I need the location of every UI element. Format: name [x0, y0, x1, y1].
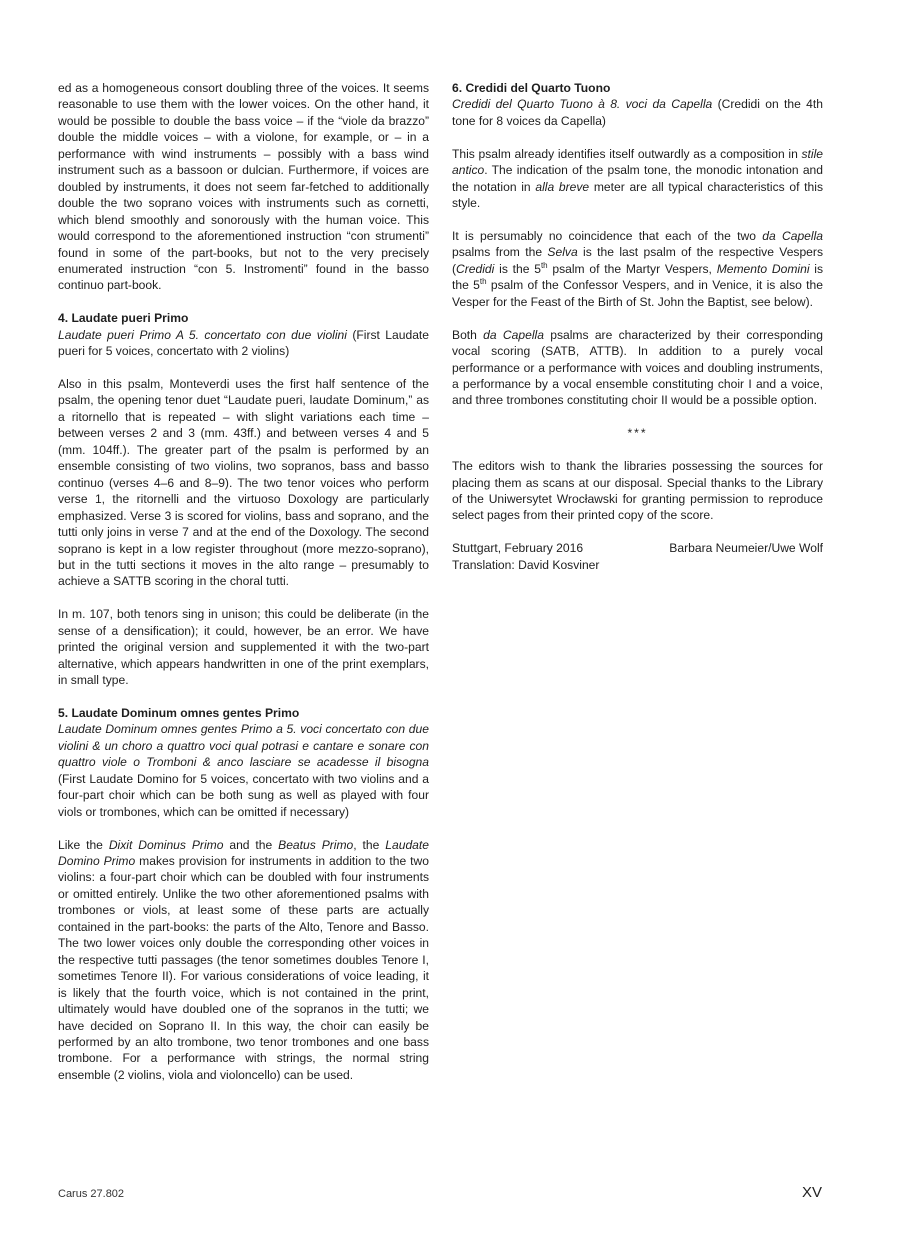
section-4-subtitle-italic: Laudate pueri Primo A 5. concertato con due violini [58, 327, 347, 342]
section-4-heading: 4. Laudate pueri Primo [58, 311, 189, 326]
place-date: Stuttgart, February 2016 [452, 541, 584, 556]
page-number: XV [801, 1184, 822, 1201]
section-5-paragraph-1: Like the Dixit Dominus Primo and the Beatus Primo, the Laudate Domino Primo makes provision for instruments in addition to the two violins: a four-part choir which can be doubled with four instruments or omitted entirely. Unlike the two other aforementioned psalms with trombones or viols, at least some of these parts are actually contained in the part-books: the parts of the Alto, Tenore and Basso. The two lower voices only double the corresponding other voices in the respective tutti passages (the tenor sometimes doubles Tenore I, sometimes Tenore II). For various considerations of voice leading, it is likely that the fourth voice, which is not contained in the print, ultimately would have doubled one of the sopranos in the tutti; we have decided on Soprano II. In this way, the choir can easily be performed by an alto trombone, two tenor trombones and one bass trombone. For a performance with strings, the normal string ensemble (2 violins, viola and violoncello) can be used. [58, 837, 429, 1082]
acknowledgements-paragraph: The editors wish to thank the libraries possessing the sources for placing them as scans at our disposal. Special thanks to the Library of the Uniwersytet Wrocławski for granting permission to reproduce select pages from their printed copy of the score. [452, 459, 823, 523]
signature-line [452, 540, 823, 556]
right-column [452, 80, 823, 573]
section-4-subtitle [58, 327, 429, 360]
section-4-paragraph-2: In m. 107, both tenors sing in unison; this could be deliberate (in the sense of a densification); it could, however, be an error. We have printed the original version and supplemented it with the two-part alternative, which appears handwritten in one of the print exemplars, in small type. [58, 607, 429, 688]
section-divider-stars: *** [627, 426, 648, 441]
section-6-paragraph-3: Both da Capella psalms are characterized by their corresponding vocal scoring (SATB, ATTB). In addition to a purely vocal performance or a performance with voices and doubling instruments, a performance by a vocal ensemble constituting choir I and a voice, and three trombones constituting choir II would be a possible option. [452, 327, 823, 408]
intro-paragraph: ed as a homogeneous consort doubling three of the voices. It seems reasonable to use them with the lower voices. On the other hand, it would be possible to double the bass voice – if the “viole da brazzo” double the middle voices – with a violone, for example, or – in a performance with wind instruments – possibly with a bass wind instrument such as a bassoon or dulcian. Furthermore, if voices are doubled by instruments, it does not seem far-fetched to additionally double the two soprano voices with instruments such as cornetti, which blend smoothly and sonorously with the human voice. This would correspond to the aforementioned instruction “con strumenti” found in some of the part-books, but not to the very precisely enumerated instruction “con 5. Instromenti” found in the basso continuo part-book. [58, 81, 429, 293]
section-5-subtitle-italic: Laudate Dominum omnes gentes Primo a 5. voci concertato con due violini & un choro a quattro voci qual potrasi e cantare e sonare con quattro viole o Tromboni & anco lasciare se acadesse il bisogna [58, 722, 429, 770]
section-6-subtitle [452, 96, 823, 129]
authors: Barbara Neumeier/Uwe Wolf [669, 541, 823, 556]
section-5-subtitle-translation: (First Laudate Domino for 5 voices, concertato with two violins and a four-part choir which can be both sung as well as played with four viols or trombones, which can be omitted if necessary) [58, 771, 429, 819]
translation-credit: Translation: David Kosviner [452, 557, 600, 572]
left-column [58, 80, 429, 1100]
section-4-paragraph-1: Also in this psalm, Monteverdi uses the first half sentence of the psalm, the opening tenor duet “Laudate pueri, laudate Dominum,” as a ritornello that is repeated – with slight variations each time – between verses 2 and 3 (mm. 43ff.) and between verses 4 and 5 (mm. 104ff.). The greater part of the psalm is performed by an ensemble consisting of two violins, two sopranos, bass and basso continuo (verses 4–6 and 8–9). The two tenor voices who perform verse 1, the ritornelli and the virtuoso Doxology are particularly emphasized. Verse 3 is scored for violins, bass and soprano, and the tutti only joins in verse 7 and at the end of the Doxology. The second soprano is kept in a low register throughout (more mezzo-soprano), but in the tutti sections it moves in the alto range – presumably to achieve a SATTB scoring in the choral tutti. [58, 377, 429, 589]
section-6-heading: 6. Credidi del Quarto Tuono [452, 81, 611, 95]
section-4-subtitle-translation: (First Laudate pueri for 5 voices, concertato with 2 violins) [58, 327, 429, 359]
section-6-subtitle-translation: (Credidi on the 4th tone for 8 voices da Capella) [452, 97, 823, 128]
section-5-subtitle [58, 721, 429, 820]
section-6-subtitle-italic: Credidi del Quarto Tuono à 8. voci da Capella [452, 97, 713, 112]
section-5-heading: 5. Laudate Dominum omnes gentes Primo [58, 705, 300, 720]
catalog-number: Carus 27.802 [58, 1188, 125, 1200]
section-6-paragraph-1: This psalm already identifies itself outwardly as a composition in stile antico. The indication of the psalm tone, the monodic intonation and the notation in alla breve meter are all typical characteristics of this style. [452, 146, 823, 211]
section-6-paragraph-2: It is persumably no coincidence that each of the two da Capella psalms from the Selva is the last psalm of the respective Vespers (Credidi is the 5th psalm of the Martyr Vespers, Memento Domini is the 5th psalm of the Confessor Vespers, and in Venice, it is also the Vesper for the Feast of the Birth of St. John the Baptist, see below). [452, 228, 823, 309]
